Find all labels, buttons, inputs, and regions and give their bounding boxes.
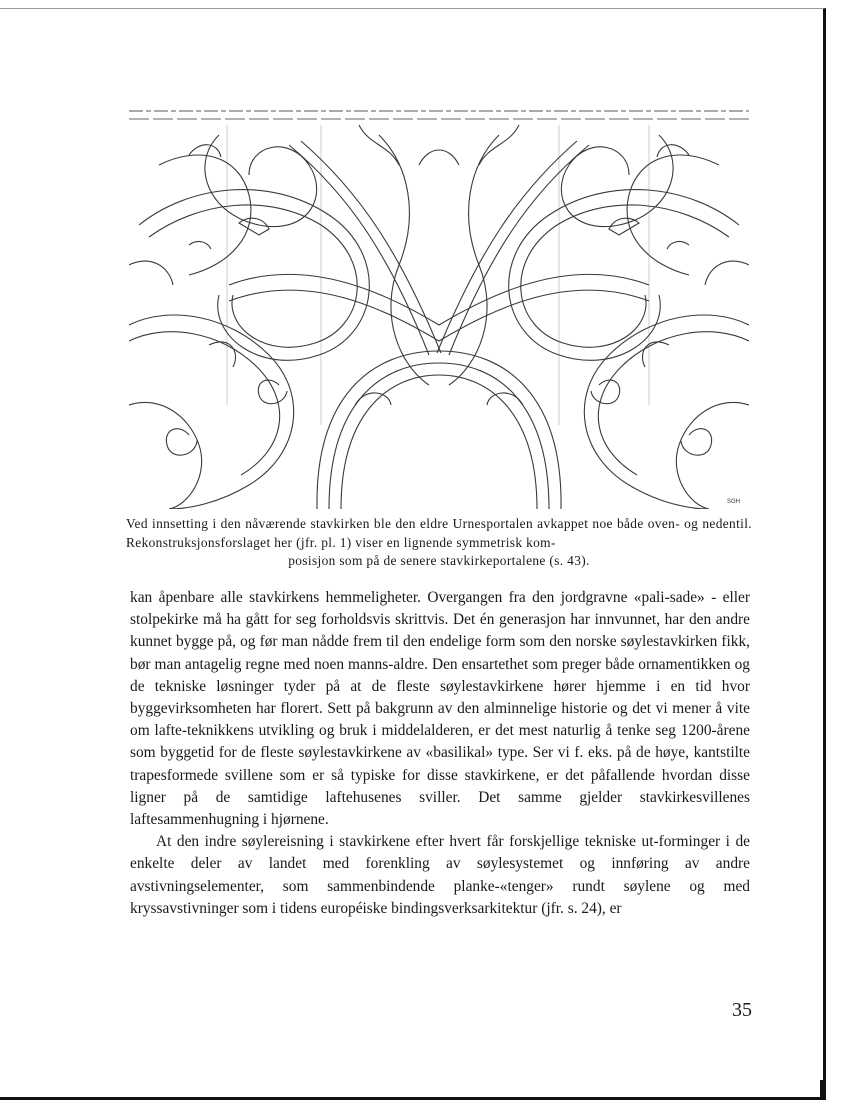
body-text (130, 587, 750, 920)
book-page (0, 8, 826, 1100)
page-number: 35 (732, 999, 752, 1021)
figure-caption (126, 515, 752, 571)
artist-signature: SGH (727, 499, 741, 505)
paragraph-1: kan åpenbare alle stavkirkens hemmeligheter. Overgangen fra den jordgravne «pali-sade» - eller stolpekirke må ha gått for seg forholdsvis skrittvis. Det én generasjon har innvunnet, har den andre kunnet bygge på, og før man nådde frem til den endelige form som den norske søylestavkirken fikk, bør man antagelig regne med noen manns-aldre. Den ensartethet som preger både ornamentikken og de tekniske løsninger tyder på at de fleste søylestavkirkene hører hjemme i en tid hvor byggevirksomheten har florert. Sett på bakgrunn av den alminnelige historie og det vi mener å vite om lafte-teknikkens utvikling og bruk i middelalderen, er det mest naturlig å tenke seg 1200-årene som byggetid for de fleste søylestavkirkene av «basilikal» type. Ser vi f. eks. på de høye, kantstilte trapesformede svillene som er så typiske for disse stavkirkene, er det påfallende hvordan disse ligner på de samtidige laftehusenes sviller. Det samme gjelder stavkirkesvillenes laftesammenhugning i hjørnene. (130, 589, 750, 829)
caption-text: Ved innsetting i den nåværende stavkirken ble den eldre Urnesportalen avkappet noe både oven- og nedentil. Rekonstruksjonsforslaget her (jfr. pl. 1) viser en lignende symmetrisk kom- (126, 516, 752, 550)
interlaced-dragon-ornament-icon (129, 105, 749, 509)
caption-last-line: posisjon som på de senere stavkirkeportalene (s. 43). (288, 553, 590, 568)
paragraph-2: At den indre søylereisning i stavkirkene efter hvert får forskjellige tekniske ut-forminger i de enkelte deler av landet med forenkling av søylesystemet og innføring av andre avstivningselementer, som sammenbindende planke-«tenger» rundt søylene og med kryssavstivninger som i tidens européiske bindingsverksarkitektur (jfr. s. 24), er (130, 833, 750, 917)
urnes-portal-illustration (129, 105, 749, 509)
